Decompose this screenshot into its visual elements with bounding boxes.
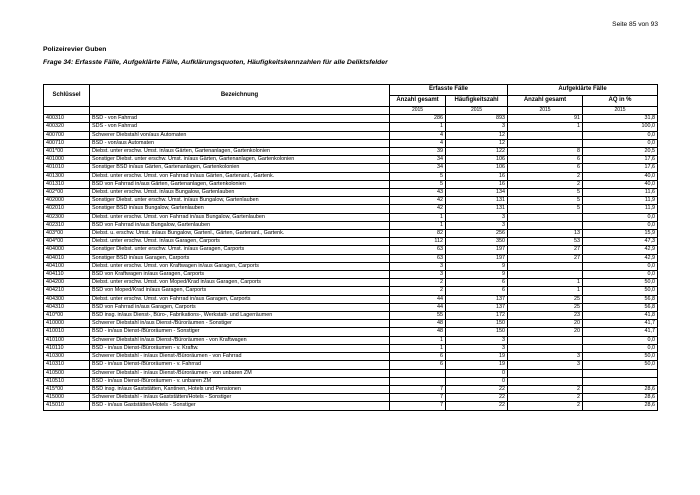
haeufigkeitszahl-cell: 150 bbox=[446, 320, 508, 328]
table-row bbox=[44, 221, 658, 229]
schluessel-cell: 415*00 bbox=[44, 385, 90, 393]
anzahl-gesamt-cell: 43 bbox=[390, 189, 446, 197]
aufgeklaert-anzahl-cell bbox=[508, 271, 583, 279]
anzahl-gesamt-cell bbox=[390, 369, 446, 377]
aq-cell: 11,9 bbox=[583, 205, 658, 213]
haeufigkeitszahl-cell: 3 bbox=[446, 344, 508, 352]
schluessel-cell: 410100 bbox=[44, 336, 90, 344]
aufgeklaert-anzahl-cell: 91 bbox=[508, 115, 583, 123]
anzahl-gesamt-cell: 55 bbox=[390, 312, 446, 320]
anzahl-gesamt-cell: 3 bbox=[390, 262, 446, 270]
table-row bbox=[44, 328, 658, 336]
table-row bbox=[44, 394, 658, 402]
schluessel-cell: 402010 bbox=[44, 205, 90, 213]
table-row bbox=[44, 353, 658, 361]
haeufigkeitszahl-cell: 3 bbox=[446, 221, 508, 229]
bezeichnung-cell: Sonstiger BSD in/aus Garagen, Carports bbox=[90, 254, 390, 262]
aq-cell: 0,0 bbox=[583, 271, 658, 279]
schluessel-cell: 404000 bbox=[44, 246, 90, 254]
schluessel-cell: 410510 bbox=[44, 377, 90, 385]
schluessel-cell: 401310 bbox=[44, 180, 90, 188]
schluessel-cell: 415000 bbox=[44, 394, 90, 402]
schluessel-cell: 402310 bbox=[44, 221, 90, 229]
anzahl-gesamt-cell: 1 bbox=[390, 344, 446, 352]
aufgeklaert-anzahl-cell: 2 bbox=[508, 172, 583, 180]
aufgeklaert-anzahl-cell: 8 bbox=[508, 148, 583, 156]
bezeichnung-cell: BSD - in/aus Dienst-/Büroräumen - v. Fahrrad bbox=[90, 361, 390, 369]
anzahl-gesamt-cell: 1 bbox=[390, 213, 446, 221]
anzahl-gesamt-cell: 1 bbox=[390, 336, 446, 344]
haeufigkeitszahl-cell: 6 bbox=[446, 287, 508, 295]
schluessel-cell: 400700 bbox=[44, 131, 90, 139]
schluessel-cell: 404100 bbox=[44, 262, 90, 270]
schluessel-cell: 410110 bbox=[44, 344, 90, 352]
bezeichnung-cell: Diebst. unter erschw. Umst. in/aus Bungalow, Gartenlauben bbox=[90, 189, 390, 197]
schluessel-cell: 404300 bbox=[44, 295, 90, 303]
haeufigkeitszahl-cell: 893 bbox=[446, 115, 508, 123]
aq-cell: 50,0 bbox=[583, 353, 658, 361]
aufgeklaert-anzahl-cell: 23 bbox=[508, 312, 583, 320]
table-row bbox=[44, 230, 658, 238]
schluessel-cell: 400710 bbox=[44, 139, 90, 147]
aq-cell: 28,6 bbox=[583, 385, 658, 393]
aq-cell: 11,6 bbox=[583, 189, 658, 197]
haeufigkeitszahl-cell: 137 bbox=[446, 303, 508, 311]
aq-cell: 50,0 bbox=[583, 361, 658, 369]
aufgeklaert-anzahl-cell: 5 bbox=[508, 205, 583, 213]
aq-cell: 17,6 bbox=[583, 156, 658, 164]
aq-cell: 31,8 bbox=[583, 115, 658, 123]
organization-title: Polizeirevier Guben bbox=[43, 46, 107, 53]
haeufigkeitszahl-cell: 16 bbox=[446, 180, 508, 188]
bezeichnung-cell: Schwerer Diebstahl - in/aus Dienst-/Büroräumen - von unbaren ZM bbox=[90, 369, 390, 377]
aufgeklaert-anzahl-cell bbox=[508, 262, 583, 270]
table-body bbox=[44, 115, 658, 410]
table-row bbox=[44, 246, 658, 254]
schluessel-cell: 404*00 bbox=[44, 238, 90, 246]
bezeichnung-cell: Sonstiger Diebst. unter erschw. Umst. in/aus Bungalow, Gartenlauben bbox=[90, 197, 390, 205]
anzahl-gesamt-cell bbox=[390, 377, 446, 385]
aufgeklaert-anzahl-cell: 3 bbox=[508, 353, 583, 361]
bezeichnung-cell: BSD insg. in/aus Gaststätten, Kantinen, Hotels und Pensionen bbox=[90, 385, 390, 393]
year-cell-empty-1 bbox=[44, 107, 90, 115]
bezeichnung-cell: BSD von Fahrrad in/aus Bungalow, Gartenlauben bbox=[90, 221, 390, 229]
anzahl-gesamt-cell: 34 bbox=[390, 164, 446, 172]
aufgeklaert-anzahl-cell bbox=[508, 213, 583, 221]
year-cell: 2015 bbox=[390, 107, 446, 115]
aufgeklaert-anzahl-cell bbox=[508, 377, 583, 385]
bezeichnung-cell: BSD - in/aus Dienst-/Büroräumen - Sonstiger bbox=[90, 328, 390, 336]
aq-cell: 56,8 bbox=[583, 295, 658, 303]
anzahl-gesamt-cell: 3 bbox=[390, 271, 446, 279]
bezeichnung-cell: Schwerer Diebstahl von/aus Automaten bbox=[90, 131, 390, 139]
anzahl-gesamt-cell: 2 bbox=[390, 287, 446, 295]
header-aufgeklaerte-faelle: Aufgeklärte Fälle bbox=[508, 85, 658, 96]
anzahl-gesamt-cell: 1 bbox=[390, 123, 446, 131]
aufgeklaert-anzahl-cell: 20 bbox=[508, 328, 583, 336]
aq-cell: 11,9 bbox=[583, 197, 658, 205]
aufgeklaert-anzahl-cell bbox=[508, 139, 583, 147]
bezeichnung-cell: BSD von Fahrrad in/aus Gärten, Gartenanlagen, Gartenkolonien bbox=[90, 180, 390, 188]
haeufigkeitszahl-cell: 0 bbox=[446, 377, 508, 385]
aq-cell: 0,0 bbox=[583, 213, 658, 221]
header-bezeichnung: Bezeichnung bbox=[90, 85, 390, 107]
haeufigkeitszahl-cell: 150 bbox=[446, 328, 508, 336]
schluessel-cell: 403*00 bbox=[44, 230, 90, 238]
aufgeklaert-anzahl-cell: 25 bbox=[508, 303, 583, 311]
aufgeklaert-anzahl-cell: 27 bbox=[508, 254, 583, 262]
aufgeklaert-anzahl-cell: 13 bbox=[508, 230, 583, 238]
table-row bbox=[44, 180, 658, 188]
anzahl-gesamt-cell: 112 bbox=[390, 238, 446, 246]
aufgeklaert-anzahl-cell: 25 bbox=[508, 295, 583, 303]
bezeichnung-cell: Sonstiger Diebst. unter erschw. Umst. in/aus Garagen, Carports bbox=[90, 246, 390, 254]
header-aq-prozent: AQ in % bbox=[583, 96, 658, 107]
anzahl-gesamt-cell: 63 bbox=[390, 254, 446, 262]
schluessel-cell: 401000 bbox=[44, 156, 90, 164]
table-row bbox=[44, 164, 658, 172]
bezeichnung-cell: BSD - von Fahrrad bbox=[90, 115, 390, 123]
aq-cell: 28,6 bbox=[583, 394, 658, 402]
table-row bbox=[44, 205, 658, 213]
bezeichnung-cell: Diebst. unter erschw. Umst. in/aus Gärten, Gartenanlagen, Gartenkolonien bbox=[90, 148, 390, 156]
table-row bbox=[44, 172, 658, 180]
schluessel-cell: 404110 bbox=[44, 271, 90, 279]
aq-cell: 100,0 bbox=[583, 123, 658, 131]
table-row bbox=[44, 262, 658, 270]
aq-cell: 42,9 bbox=[583, 246, 658, 254]
schluessel-cell: 404310 bbox=[44, 303, 90, 311]
bezeichnung-cell: Diebst. u. erschw. Umst. in/aus Bungalow, Gartenl., Gärten, Gartenanl., Gartenk. bbox=[90, 230, 390, 238]
aufgeklaert-anzahl-cell: 1 bbox=[508, 123, 583, 131]
bezeichnung-cell: Diebst. unter erschw. Umst. von Fahrrad in/aus Bungalow, Gartenlauben bbox=[90, 213, 390, 221]
table-row bbox=[44, 312, 658, 320]
anzahl-gesamt-cell: 5 bbox=[390, 172, 446, 180]
table-row bbox=[44, 377, 658, 385]
table-row bbox=[44, 156, 658, 164]
haeufigkeitszahl-cell: 350 bbox=[446, 238, 508, 246]
schluessel-cell: 402000 bbox=[44, 197, 90, 205]
haeufigkeitszahl-cell: 3 bbox=[446, 336, 508, 344]
haeufigkeitszahl-cell: 122 bbox=[446, 148, 508, 156]
schluessel-cell: 401*00 bbox=[44, 148, 90, 156]
schluessel-cell: 404210 bbox=[44, 287, 90, 295]
page-number: Seite 85 von 93 bbox=[612, 21, 658, 28]
year-cell: 2015 bbox=[583, 107, 658, 115]
aufgeklaert-anzahl-cell: 27 bbox=[508, 246, 583, 254]
anzahl-gesamt-cell: 48 bbox=[390, 320, 446, 328]
anzahl-gesamt-cell: 4 bbox=[390, 131, 446, 139]
table-row bbox=[44, 295, 658, 303]
anzahl-gesamt-cell: 44 bbox=[390, 295, 446, 303]
year-cell-empty-2 bbox=[90, 107, 390, 115]
year-cell: 2015 bbox=[508, 107, 583, 115]
header-haeufigkeitszahl: Häufigkeitszahl bbox=[446, 96, 508, 107]
anzahl-gesamt-cell: 286 bbox=[390, 115, 446, 123]
table-row bbox=[44, 197, 658, 205]
schluessel-cell: 400310 bbox=[44, 115, 90, 123]
aufgeklaert-anzahl-cell: 5 bbox=[508, 197, 583, 205]
anzahl-gesamt-cell: 5 bbox=[390, 180, 446, 188]
anzahl-gesamt-cell: 6 bbox=[390, 361, 446, 369]
bezeichnung-cell: BSD insg. in/aus Dienst-, Büro-, Fabrikations-, Werkstatt- und Lagerräumen bbox=[90, 312, 390, 320]
anzahl-gesamt-cell: 7 bbox=[390, 385, 446, 393]
table-row bbox=[44, 213, 658, 221]
haeufigkeitszahl-cell: 131 bbox=[446, 205, 508, 213]
haeufigkeitszahl-cell: 197 bbox=[446, 254, 508, 262]
haeufigkeitszahl-cell: 0 bbox=[446, 369, 508, 377]
anzahl-gesamt-cell: 2 bbox=[390, 279, 446, 287]
haeufigkeitszahl-cell: 22 bbox=[446, 394, 508, 402]
anzahl-gesamt-cell: 1 bbox=[390, 221, 446, 229]
aq-cell: 41,7 bbox=[583, 320, 658, 328]
bezeichnung-cell: Diebst. unter erschw. Umst. in/aus Garagen, Carports bbox=[90, 238, 390, 246]
aq-cell bbox=[583, 377, 658, 385]
aq-cell: 56,8 bbox=[583, 303, 658, 311]
bezeichnung-cell: BSD - in/aus Gaststätten/Hotels - Sonstiger bbox=[90, 402, 390, 410]
schluessel-cell: 402300 bbox=[44, 213, 90, 221]
year-cell: 2015 bbox=[446, 107, 508, 115]
anzahl-gesamt-cell: 6 bbox=[390, 353, 446, 361]
anzahl-gesamt-cell: 48 bbox=[390, 328, 446, 336]
anzahl-gesamt-cell: 44 bbox=[390, 303, 446, 311]
schluessel-cell: 401300 bbox=[44, 172, 90, 180]
haeufigkeitszahl-cell: 3 bbox=[446, 213, 508, 221]
table-row bbox=[44, 279, 658, 287]
aq-cell: 40,0 bbox=[583, 172, 658, 180]
bezeichnung-cell: Schwerer Diebstahl - in/aus Gaststätten/Hotels - Sonstiger bbox=[90, 394, 390, 402]
schluessel-cell: 410000 bbox=[44, 320, 90, 328]
aq-cell: 50,0 bbox=[583, 287, 658, 295]
table-row bbox=[44, 189, 658, 197]
aufgeklaert-anzahl-cell: 2 bbox=[508, 180, 583, 188]
table-row bbox=[44, 320, 658, 328]
bezeichnung-cell: BSD von Moped/Krad in/aus Garagen, Carports bbox=[90, 287, 390, 295]
aq-cell bbox=[583, 369, 658, 377]
haeufigkeitszahl-cell: 22 bbox=[446, 385, 508, 393]
aufgeklaert-anzahl-cell: 2 bbox=[508, 385, 583, 393]
bezeichnung-cell: SDS - von Fahrrad bbox=[90, 123, 390, 131]
schluessel-cell: 400320 bbox=[44, 123, 90, 131]
aufgeklaert-anzahl-cell: 2 bbox=[508, 402, 583, 410]
bezeichnung-cell: Sonstiger BSD in/aus Gärten, Gartenanlagen, Gartenkolonien bbox=[90, 164, 390, 172]
aufgeklaert-anzahl-cell: 3 bbox=[508, 361, 583, 369]
aq-cell: 42,9 bbox=[583, 254, 658, 262]
bezeichnung-cell: Schwerer Diebstahl in/aus Dienst-/Büroräumen - von Kraftwagen bbox=[90, 336, 390, 344]
bezeichnung-cell: Diebst. unter erschw. Umst. von Fahrrad in/aus Gärten, Gartenanl., Gartenk. bbox=[90, 172, 390, 180]
table-row bbox=[44, 402, 658, 410]
table-row bbox=[44, 254, 658, 262]
table-row bbox=[44, 303, 658, 311]
haeufigkeitszahl-cell: 22 bbox=[446, 402, 508, 410]
aufgeklaert-anzahl-cell bbox=[508, 131, 583, 139]
haeufigkeitszahl-cell: 256 bbox=[446, 230, 508, 238]
table-row bbox=[44, 123, 658, 131]
anzahl-gesamt-cell: 42 bbox=[390, 197, 446, 205]
table-row bbox=[44, 238, 658, 246]
anzahl-gesamt-cell: 4 bbox=[390, 139, 446, 147]
anzahl-gesamt-cell: 63 bbox=[390, 246, 446, 254]
haeufigkeitszahl-cell: 106 bbox=[446, 164, 508, 172]
table-row bbox=[44, 115, 658, 123]
bezeichnung-cell: BSD von Kraftwagen in/aus Garagen, Carports bbox=[90, 271, 390, 279]
haeufigkeitszahl-cell: 172 bbox=[446, 312, 508, 320]
aufgeklaert-anzahl-cell: 20 bbox=[508, 320, 583, 328]
aufgeklaert-anzahl-cell: 53 bbox=[508, 238, 583, 246]
bezeichnung-cell: Diebst. unter erschw. Umst. von Kraftwagen in/aus Garagen, Carports bbox=[90, 262, 390, 270]
aufgeklaert-anzahl-cell bbox=[508, 336, 583, 344]
aq-cell: 0,0 bbox=[583, 139, 658, 147]
aufgeklaert-anzahl-cell bbox=[508, 221, 583, 229]
haeufigkeitszahl-cell: 12 bbox=[446, 139, 508, 147]
anzahl-gesamt-cell: 82 bbox=[390, 230, 446, 238]
haeufigkeitszahl-cell: 12 bbox=[446, 131, 508, 139]
anzahl-gesamt-cell: 7 bbox=[390, 402, 446, 410]
schluessel-cell: 415010 bbox=[44, 402, 90, 410]
table-row bbox=[44, 148, 658, 156]
aufgeklaert-anzahl-cell: 1 bbox=[508, 279, 583, 287]
anzahl-gesamt-cell: 34 bbox=[390, 156, 446, 164]
aufgeklaert-anzahl-cell: 1 bbox=[508, 287, 583, 295]
schluessel-cell: 410010 bbox=[44, 328, 90, 336]
aq-cell: 28,6 bbox=[583, 402, 658, 410]
statistics-table bbox=[43, 84, 658, 411]
aq-cell: 15,9 bbox=[583, 230, 658, 238]
table-row bbox=[44, 287, 658, 295]
haeufigkeitszahl-cell: 19 bbox=[446, 361, 508, 369]
schluessel-cell: 410500 bbox=[44, 369, 90, 377]
haeufigkeitszahl-cell: 16 bbox=[446, 172, 508, 180]
haeufigkeitszahl-cell: 131 bbox=[446, 197, 508, 205]
aufgeklaert-anzahl-cell: 6 bbox=[508, 156, 583, 164]
schluessel-cell: 404010 bbox=[44, 254, 90, 262]
haeufigkeitszahl-cell: 197 bbox=[446, 246, 508, 254]
aq-cell: 0,0 bbox=[583, 221, 658, 229]
schluessel-cell: 410300 bbox=[44, 353, 90, 361]
bezeichnung-cell: Sonstiger BSD in/aus Bungalow, Gartenlauben bbox=[90, 205, 390, 213]
aufgeklaert-anzahl-cell bbox=[508, 369, 583, 377]
aq-cell: 47,3 bbox=[583, 238, 658, 246]
table-row bbox=[44, 336, 658, 344]
header-schluessel: Schlüssel bbox=[44, 85, 90, 107]
table-row bbox=[44, 271, 658, 279]
table-row bbox=[44, 131, 658, 139]
aq-cell: 0,0 bbox=[583, 344, 658, 352]
bezeichnung-cell: BSD - in/aus Dienst-/Büroräumen - v. unbaren ZM bbox=[90, 377, 390, 385]
aq-cell: 0,0 bbox=[583, 336, 658, 344]
aq-cell: 50,0 bbox=[583, 279, 658, 287]
bezeichnung-cell: Diebst. unter erschw. Umst. von Fahrrad in/aus Garagen, Carports bbox=[90, 295, 390, 303]
table-row bbox=[44, 139, 658, 147]
aq-cell: 20,5 bbox=[583, 148, 658, 156]
aufgeklaert-anzahl-cell: 2 bbox=[508, 394, 583, 402]
haeufigkeitszahl-cell: 106 bbox=[446, 156, 508, 164]
haeufigkeitszahl-cell: 137 bbox=[446, 295, 508, 303]
anzahl-gesamt-cell: 7 bbox=[390, 394, 446, 402]
document-subtitle: Frage 34: Erfasste Fälle, Aufgeklärte Fälle, Aufklärungsquoten, Häufigkeitskennzahlen für alle Deliktsfelder bbox=[43, 59, 388, 66]
aq-cell: 41,8 bbox=[583, 312, 658, 320]
schluessel-cell: 410310 bbox=[44, 361, 90, 369]
schluessel-cell: 410*00 bbox=[44, 312, 90, 320]
schluessel-cell: 404200 bbox=[44, 279, 90, 287]
table-row bbox=[44, 369, 658, 377]
aq-cell: 41,7 bbox=[583, 328, 658, 336]
header-erfasste-faelle: Erfasste Fälle bbox=[390, 85, 508, 96]
schluessel-cell: 401010 bbox=[44, 164, 90, 172]
aufgeklaert-anzahl-cell: 6 bbox=[508, 164, 583, 172]
anzahl-gesamt-cell: 39 bbox=[390, 148, 446, 156]
bezeichnung-cell: BSD von Fahrrad in/aus Garagen, Carports bbox=[90, 303, 390, 311]
aq-cell: 0,0 bbox=[583, 262, 658, 270]
aufgeklaert-anzahl-cell bbox=[508, 344, 583, 352]
bezeichnung-cell: Schwerer Diebstahl in/aus Dienst-/Büroräumen - Sonstiger bbox=[90, 320, 390, 328]
header-anzahl-gesamt: Anzahl gesamt bbox=[390, 96, 446, 107]
bezeichnung-cell: BSD - von/aus Automaten bbox=[90, 139, 390, 147]
bezeichnung-cell: BSD - in/aus Dienst-/Büroräumen - v. Kraftw. bbox=[90, 344, 390, 352]
haeufigkeitszahl-cell: 134 bbox=[446, 189, 508, 197]
bezeichnung-cell: Diebst. unter erschw. Umst. von Moped/Krad in/aus Garagen, Carports bbox=[90, 279, 390, 287]
bezeichnung-cell: Schwerer Diebstahl - in/aus Dienst-/Büroräumen - von Fahrrad bbox=[90, 353, 390, 361]
bezeichnung-cell: Sonstiger Diebst. unter erschw. Umst. in/aus Gärten, Gartenanlagen, Gartenkolonien bbox=[90, 156, 390, 164]
table-row bbox=[44, 361, 658, 369]
aq-cell: 17,6 bbox=[583, 164, 658, 172]
table-row bbox=[44, 385, 658, 393]
table-row bbox=[44, 344, 658, 352]
schluessel-cell: 402*00 bbox=[44, 189, 90, 197]
haeufigkeitszahl-cell: 19 bbox=[446, 353, 508, 361]
aq-cell: 40,0 bbox=[583, 180, 658, 188]
haeufigkeitszahl-cell: 9 bbox=[446, 262, 508, 270]
header-anzahl-gesamt-aufgeklaert: Anzahl gesamt bbox=[508, 96, 583, 107]
haeufigkeitszahl-cell: 9 bbox=[446, 271, 508, 279]
anzahl-gesamt-cell: 42 bbox=[390, 205, 446, 213]
haeufigkeitszahl-cell: 6 bbox=[446, 279, 508, 287]
aufgeklaert-anzahl-cell: 5 bbox=[508, 189, 583, 197]
haeufigkeitszahl-cell: 3 bbox=[446, 123, 508, 131]
aq-cell: 0,0 bbox=[583, 131, 658, 139]
